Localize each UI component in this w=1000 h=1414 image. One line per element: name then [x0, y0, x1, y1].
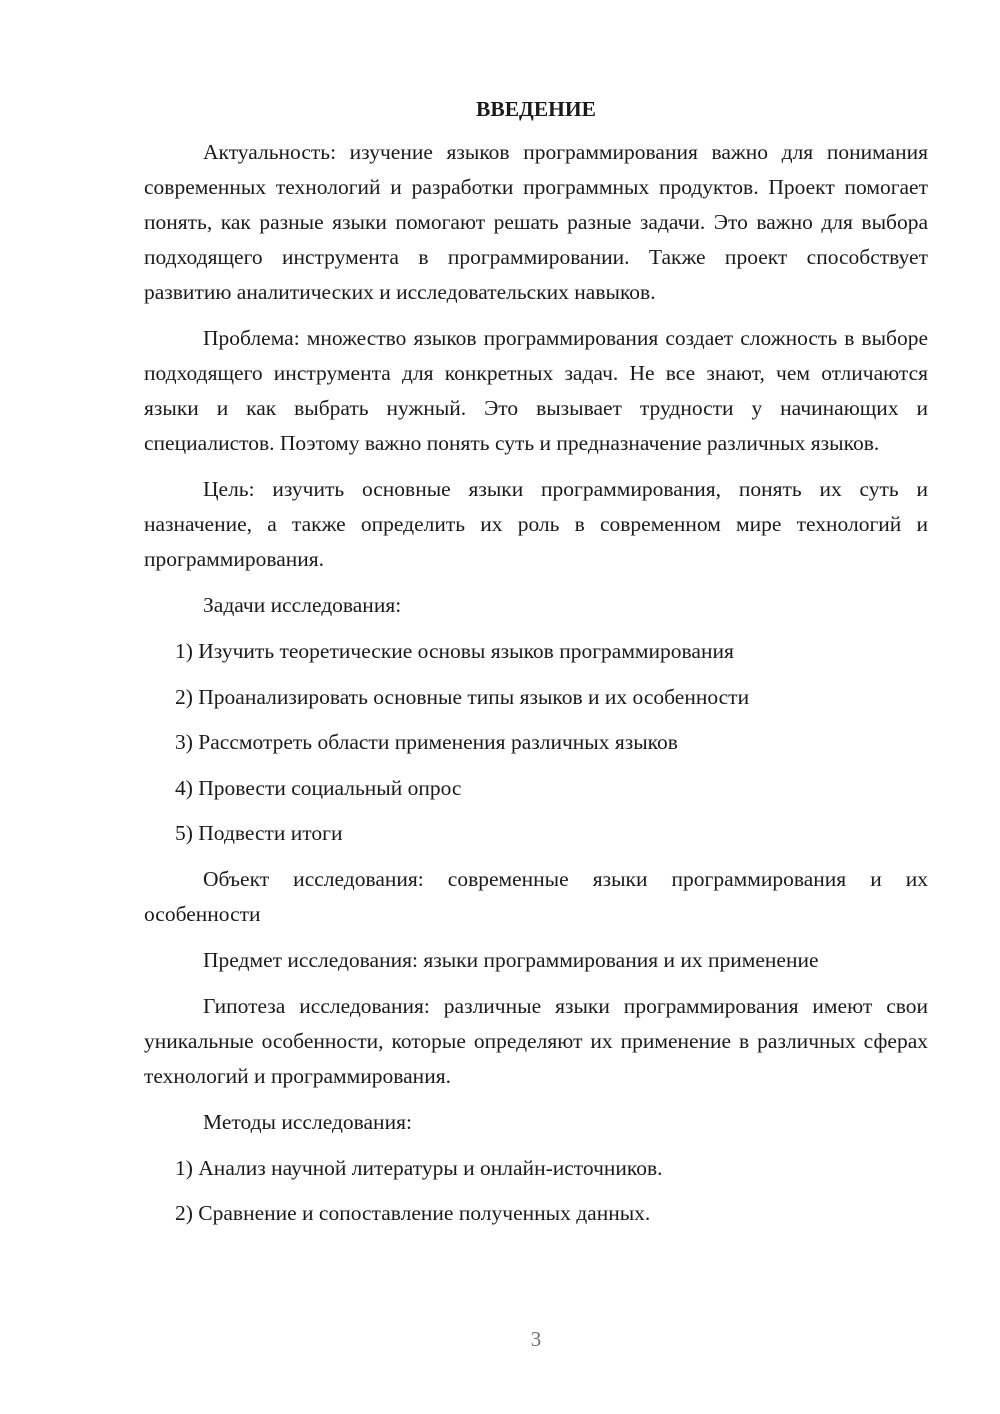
paragraph-problem: Проблема: множество языков программирования создает сложность в выборе подходящего инструмента для конкретных задач. Не все знают, чем отличаются языки и как выбрать нужный. Это вызывает трудности у начинающих и специалистов. Поэтому важно понять суть и предназначение различных языков. — [144, 326, 928, 455]
paragraph-hypothesis: Гипотеза исследования: различные языки программирования имеют свои уникальные особенности, которые определяют их применение в различных сферах технологий и программирования. — [144, 993, 928, 1088]
paragraph-subject: Предмет исследования: языки программирования и их применение — [203, 947, 819, 972]
list-item: 1) Изучить теоретические основы языков программирования — [175, 639, 734, 663]
tasks-heading: Задачи исследования: — [203, 593, 402, 617]
document-page — [144, 92, 928, 1242]
methods-heading: Методы исследования: — [203, 1109, 412, 1134]
list-item: 3) Рассмотреть области применения различных языков — [175, 730, 678, 754]
page-number: 3 — [530, 1327, 542, 1351]
list-item: 2) Сравнение и сопоставление полученных данных. — [175, 1201, 651, 1225]
paragraph-goal: Цель: изучить основные языки программирования, понять их суть и назначение, а также определить их роль в современном мире технологий и программирования. — [144, 477, 928, 571]
paragraph-relevance: Актуальность: изучение языков программирования важно для понимания современных технологий и разработки программных продуктов. Проект помогает понять, как разные языки помогают решать разные задачи. Это важно для выбора подходящего инструмента в программировании. Также проект способствует развитию аналитических и исследовательских навыков. — [144, 140, 928, 304]
paragraph-object: Объект исследования: современные языки программирования и их особенности — [144, 866, 928, 926]
methods-list — [144, 1151, 928, 1232]
page-title: ВВЕДЕНИЕ — [476, 97, 596, 121]
list-item: 1) Анализ научной литературы и онлайн-источников. — [175, 1155, 663, 1180]
list-item: 4) Провести социальный опрос — [175, 775, 462, 800]
list-item: 2) Проанализировать основные типы языков и их особенности — [175, 684, 750, 709]
tasks-list — [144, 634, 928, 851]
list-item: 5) Подвести итоги — [175, 821, 343, 845]
